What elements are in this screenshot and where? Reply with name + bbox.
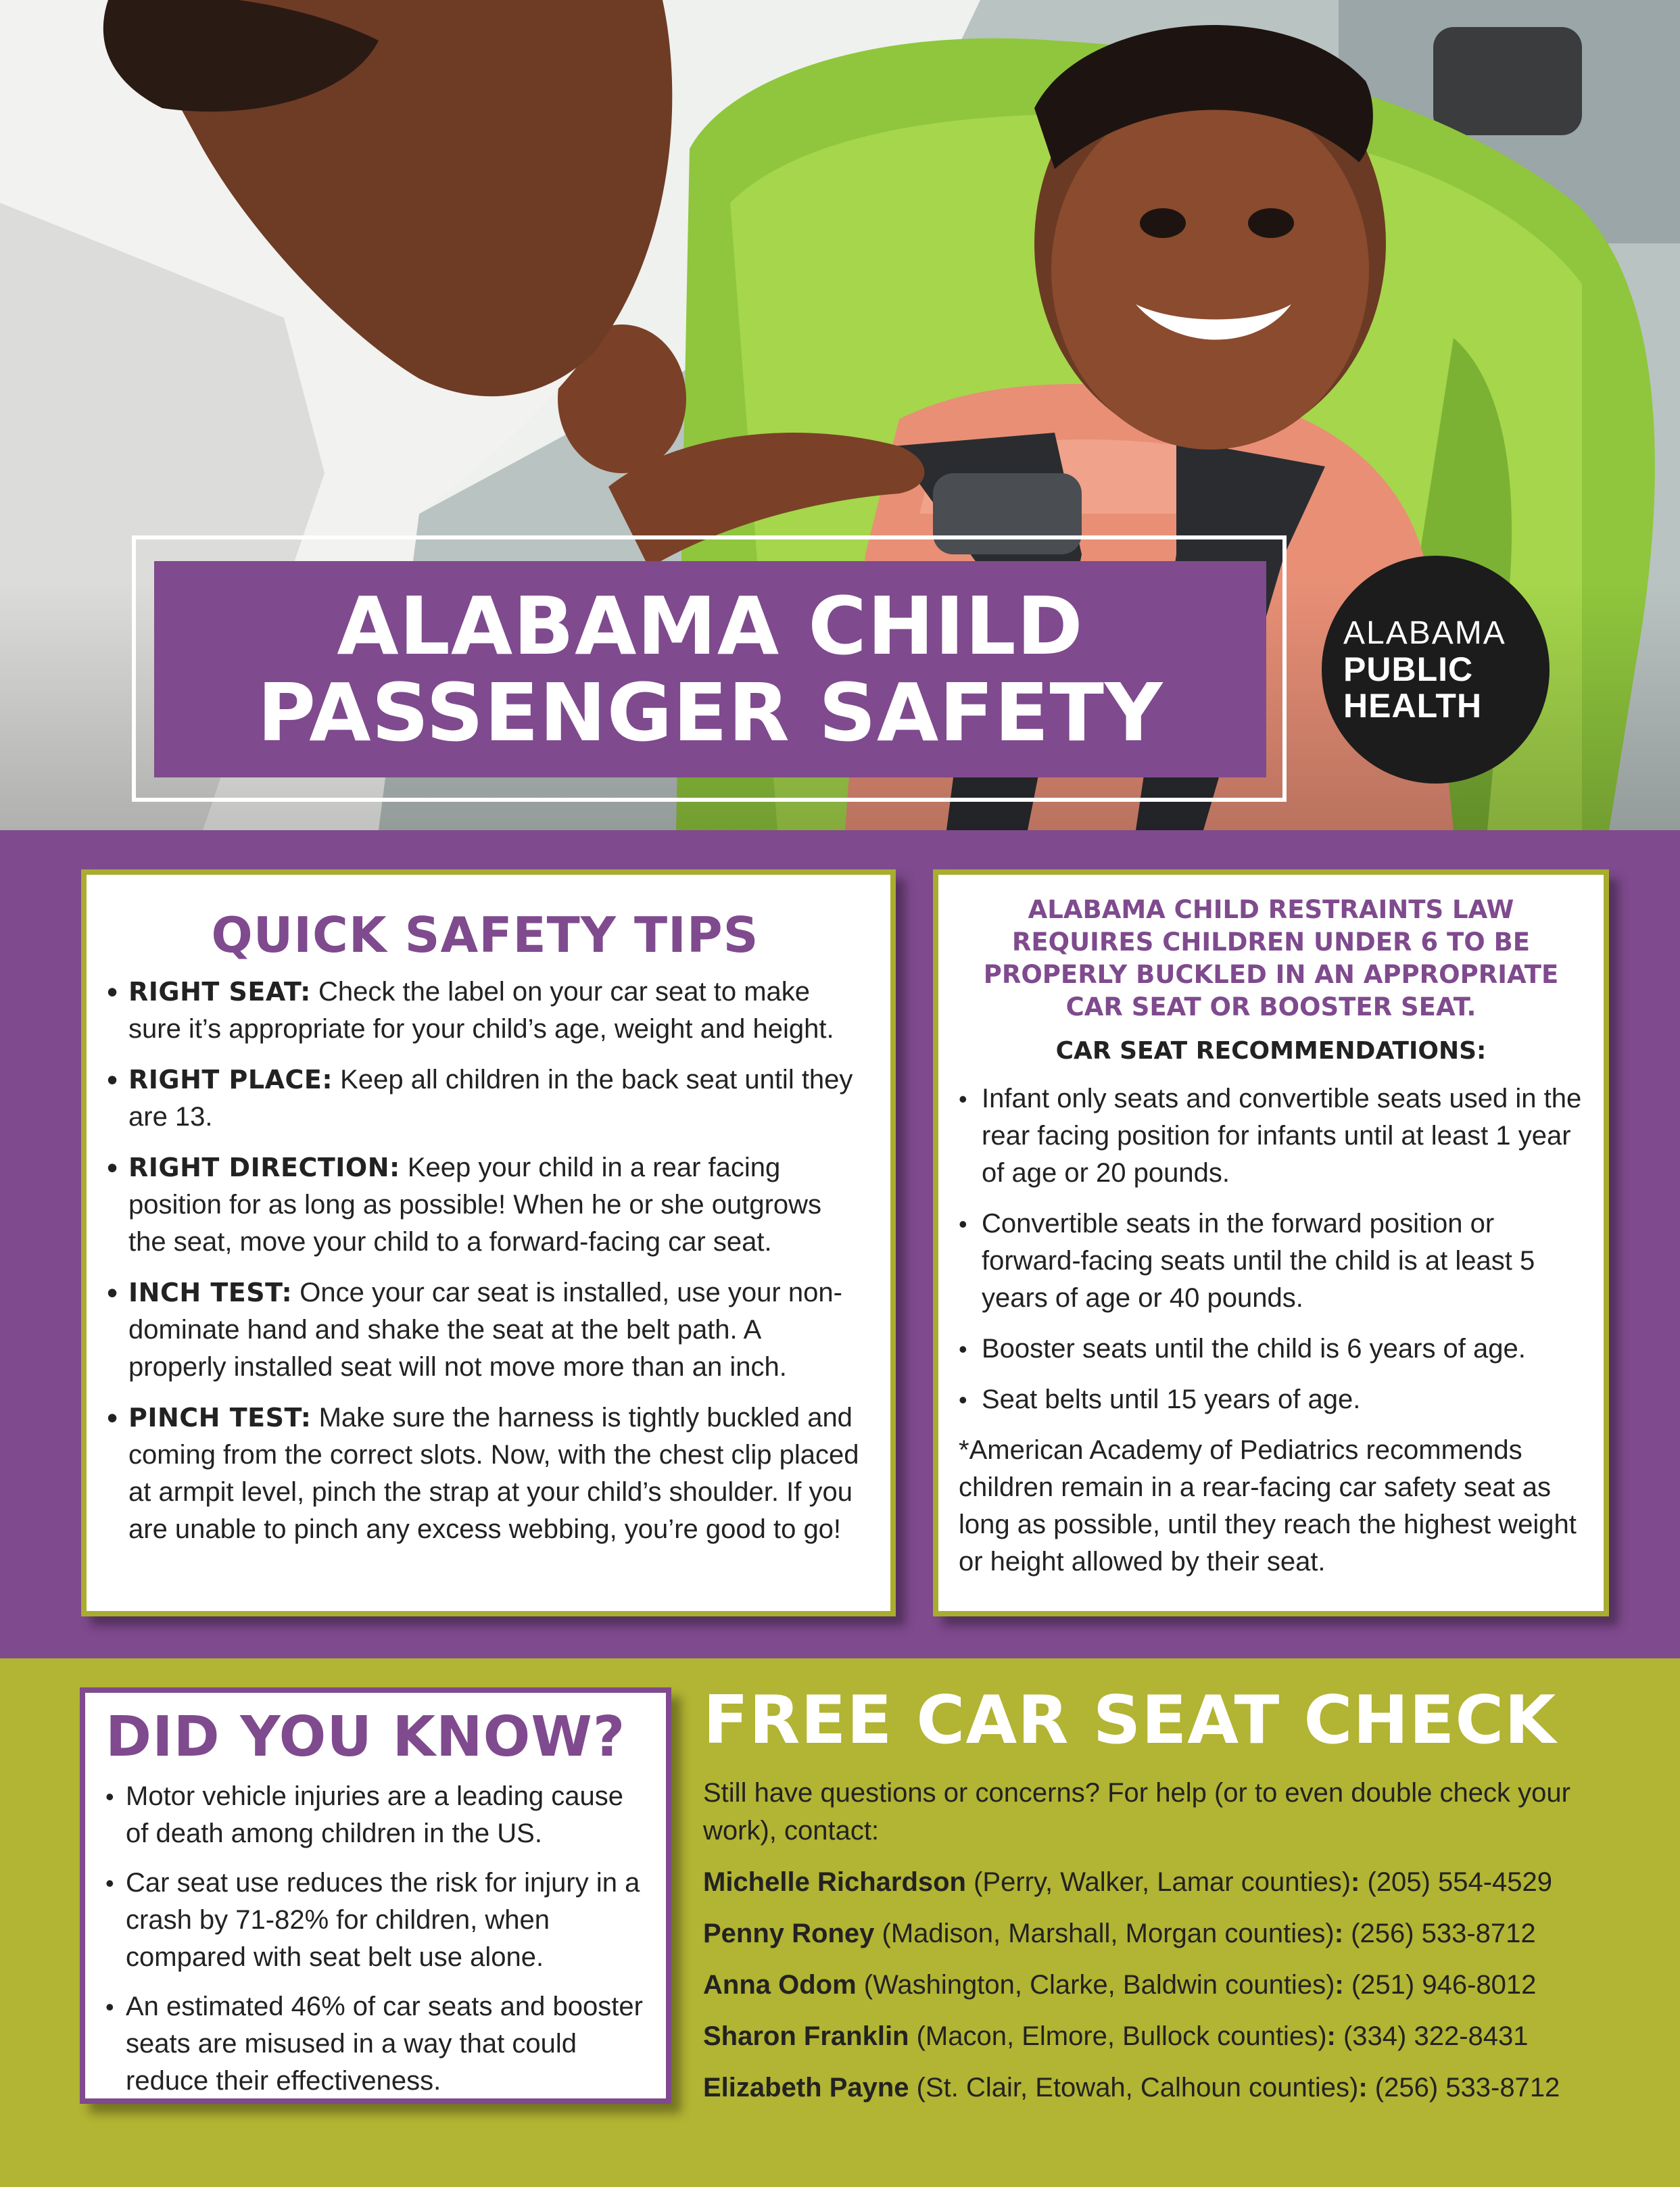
- contact-counties: (Washington, Clarke, Baldwin counties): [856, 1970, 1335, 2000]
- restraints-law-card: [933, 869, 1609, 1616]
- tips-title: QUICK SAFETY TIPS: [211, 907, 759, 963]
- tip-text: Keep all children in the back seat until they are 13.: [128, 1065, 853, 1132]
- contact-phone[interactable]: (256) 533-8712: [1367, 2073, 1560, 2102]
- contact-row: [703, 2017, 1650, 2055]
- contact-phone[interactable]: (251) 946-8012: [1343, 1970, 1537, 2000]
- tip-heading: RIGHT PLACE:: [128, 1065, 333, 1095]
- contact-name: Michelle Richardson: [703, 1867, 966, 1897]
- tip-heading: INCH TEST:: [128, 1278, 293, 1307]
- tip-right-place: [107, 1061, 863, 1136]
- contact-counties: (Macon, Elmore, Bullock counties): [909, 2021, 1327, 2051]
- contact-name: Sharon Franklin: [703, 2021, 909, 2051]
- contact-row: [703, 2069, 1650, 2107]
- contact-colon: :: [1326, 2021, 1336, 2051]
- dyk-list: [105, 1778, 650, 2100]
- tip-text: Once your car seat is installed, use your non-dominate hand and shake the seat at the belt path. A properly installed seat will not move more than an inch.: [128, 1278, 842, 1382]
- logo-line-1: ALABAMA: [1343, 615, 1506, 651]
- tip-text: Check the label on your car seat to make sure it’s appropriate for your child’s age, weight and height.: [128, 977, 834, 1044]
- contact-name: Elizabeth Payne: [703, 2073, 909, 2102]
- title-line-2: PASSENGER SAFETY: [257, 666, 1163, 759]
- title-banner: [154, 561, 1266, 777]
- tip-text: Make sure the harness is tightly buckled and coming from the correct slots. Now, with the chest clip placed at armpit level, pinch the strap at your child’s shoulder. If you are unable to pinch any excess webbing, you’re good to go!: [128, 1403, 859, 1544]
- tips-list: [107, 974, 863, 1548]
- contact-phone[interactable]: (256) 533-8712: [1343, 1919, 1536, 1948]
- tip-pinch-test: [107, 1399, 863, 1548]
- alabama-public-health-logo: [1322, 556, 1550, 784]
- dyk-item: • Motor vehicle injuries are a leading cause of death among children in the US.: [105, 1778, 650, 1852]
- contact-counties: (Madison, Marshall, Morgan counties): [874, 1919, 1335, 1948]
- contact-phone[interactable]: (205) 554-4529: [1360, 1867, 1553, 1897]
- logo-line-3: HEALTH: [1343, 686, 1483, 725]
- recommendation-item: • Infant only seats and convertible seats used in the rear facing position for infants until at least 1 year of age or 20 pounds.: [959, 1080, 1583, 1192]
- contact-phone[interactable]: (334) 322-8431: [1335, 2021, 1529, 2051]
- tip-heading: RIGHT DIRECTION:: [128, 1153, 400, 1182]
- contact-colon: :: [1351, 1867, 1360, 1897]
- quick-safety-tips-card: [81, 869, 896, 1616]
- contact-name: Penny Roney: [703, 1919, 875, 1948]
- contact-counties: (Perry, Walker, Lamar counties): [965, 1867, 1351, 1897]
- recommendation-item: • Seat belts until 15 years of age.: [959, 1381, 1583, 1418]
- logo-line-2: PUBLIC: [1343, 650, 1474, 688]
- contact-colon: :: [1358, 2073, 1368, 2102]
- title-line-1: ALABAMA CHILD: [337, 579, 1084, 673]
- recommendation-item: • Booster seats until the child is 6 years of age.: [959, 1330, 1583, 1368]
- tip-right-direction: [107, 1149, 863, 1261]
- did-you-know-card: [80, 1687, 671, 2104]
- recommendations-list: [959, 1080, 1583, 1418]
- dyk-item: • Car seat use reduces the risk for injury in a crash by 71-82% for children, when compared with seat belt use alone.: [105, 1865, 650, 1976]
- contact-colon: :: [1335, 1970, 1344, 2000]
- free-car-seat-check: [703, 1683, 1650, 2120]
- check-title: FREE CAR SEAT CHECK: [703, 1682, 1557, 1759]
- tip-text: Keep your child in a rear facing position for as long as possible! When he or she outgrows the seat, move your child to a forward-facing car seat.: [128, 1153, 822, 1257]
- tip-heading: PINCH TEST:: [128, 1403, 312, 1433]
- tip-right-seat: [107, 974, 863, 1048]
- tip-inch-test: [107, 1274, 863, 1386]
- contact-row: [703, 1863, 1650, 1901]
- recommendations-title: CAR SEAT RECOMMENDATIONS:: [1055, 1037, 1487, 1065]
- contact-counties: (St. Clair, Etowah, Calhoun counties): [909, 2073, 1359, 2102]
- dyk-item: • An estimated 46% of car seats and booster seats are misused in a way that could reduce their effectiveness.: [105, 1988, 650, 2100]
- contact-row: [703, 1966, 1650, 2004]
- law-title: ALABAMA CHILD RESTRAINTS LAW REQUIRES CHILDREN UNDER 6 TO BE PROPERLY BUCKLED IN AN APPROPRIATE CAR SEAT OR BOOSTER SEAT.: [983, 895, 1559, 1022]
- dyk-title: DID YOU KNOW?: [105, 1705, 626, 1769]
- hero-photo: [0, 0, 1680, 830]
- contact-row: [703, 1915, 1650, 1952]
- check-intro: Still have questions or concerns? For help (or to even double check your work), contact:: [703, 1778, 1570, 1846]
- contact-name: Anna Odom: [703, 1970, 857, 2000]
- recommendation-item: • Convertible seats in the forward position or forward-facing seats until the child is at least 5 years of age or 40 pounds.: [959, 1205, 1583, 1317]
- aap-note: *American Academy of Pediatrics recommends children remain in a rear-facing car safety seat as long as possible, until they reach the highest weight or height allowed by their seat.: [959, 1435, 1577, 1577]
- tip-heading: RIGHT SEAT:: [128, 977, 311, 1007]
- contact-colon: :: [1334, 1919, 1344, 1948]
